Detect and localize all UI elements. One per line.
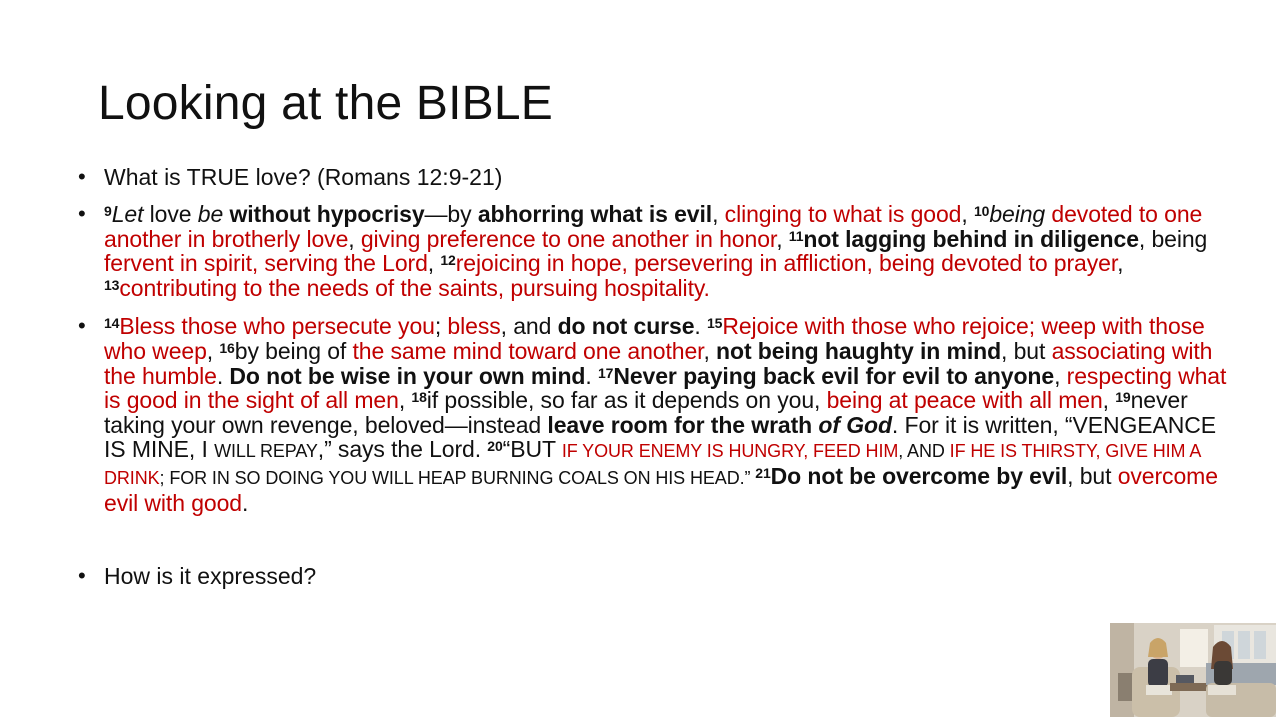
- verse-text: , but: [1001, 337, 1052, 364]
- verse-text-red-caps: IF YOUR ENEMY IS HUNGRY, FEED HIM: [561, 441, 899, 462]
- bullet-verses-14-21: [78, 314, 1238, 515]
- verse-text: being: [989, 201, 1046, 227]
- verse-text: .: [694, 313, 707, 340]
- verse-number: 19: [1115, 389, 1131, 406]
- verse-text: ,: [712, 201, 725, 227]
- verse-text: —by: [424, 201, 478, 227]
- verse-text-red: being at peace with all men: [826, 387, 1103, 414]
- verse-text-caps: WILL REPAY: [214, 441, 318, 462]
- verse-text: “BUT: [502, 436, 562, 463]
- verse-text: , and: [500, 313, 558, 340]
- verse-text-bold: do not curse: [557, 313, 695, 340]
- verse-text-red: rejoicing in hope, persevering in affliction, being devoted to prayer: [455, 250, 1118, 277]
- verse-text: .: [585, 362, 598, 389]
- verse-text: Let: [111, 201, 144, 227]
- verse-text-bold: not being haughty in mind: [716, 337, 1002, 364]
- slide-title: Looking at the BIBLE: [98, 77, 553, 130]
- verse-text: ,: [703, 337, 717, 364]
- verse-text-red: bless: [447, 313, 501, 340]
- verse-number: 16: [219, 339, 235, 356]
- verse-number: 12: [440, 252, 456, 269]
- verse-text-red: respecting what is good in the sight of all men: [104, 362, 1227, 414]
- verse-text: ,” says the Lord.: [317, 436, 488, 463]
- bullet-list: [78, 162, 1238, 591]
- verse-text-red: devoted to one another in brotherly love: [104, 201, 1203, 252]
- verse-text-red: clinging to what is good: [724, 201, 962, 227]
- verse-text: ,: [776, 225, 789, 252]
- bullet-question-expressed: • How is it expressed?: [78, 561, 1238, 591]
- verse-text: ,: [961, 201, 974, 227]
- verse-text: ,: [206, 337, 220, 364]
- verse-text-bold: not lagging behind in diligence: [803, 225, 1139, 252]
- presenter-video-thumbnail[interactable]: [1110, 623, 1276, 717]
- verse-text-bold: Do not be overcome by evil: [770, 462, 1068, 489]
- verse-text: ,: [348, 225, 361, 252]
- verse-text: ,: [427, 250, 441, 277]
- verse-text: never taking your own revenge, beloved—instead: [104, 387, 1188, 438]
- verse-number: 18: [411, 389, 427, 406]
- verse-text: ,: [1102, 387, 1116, 414]
- video-scene-icon: [1110, 623, 1276, 717]
- verse-text-red: the same mind toward one another: [352, 337, 704, 364]
- verse-number: 9: [104, 203, 112, 219]
- verse-text-bold: Do not be wise in your own mind: [229, 362, 586, 389]
- verse-number: 17: [597, 364, 614, 381]
- verse-text-bold: abhorring what is evil: [477, 201, 713, 227]
- verse-text: , being: [1138, 225, 1208, 252]
- verse-text-bold: Never paying back evil for evil to anyone: [613, 362, 1055, 389]
- verse-text-red: overcome evil with good: [104, 462, 1218, 516]
- verse-number: 13: [104, 276, 120, 293]
- verse-text-red: fervent in spirit, serving the Lord: [104, 250, 428, 277]
- verse-text: by being of: [234, 337, 353, 364]
- bullet-question-true-love: • What is TRUE love? (Romans 12:9-21): [78, 162, 1238, 192]
- verse-text-caps: VENGEANCE IS MINE, I: [104, 411, 1216, 463]
- verse-text-red: associating with the humble: [104, 337, 1213, 389]
- verse-number: 11: [788, 227, 804, 244]
- verse-number: 10: [973, 203, 990, 219]
- verse-number: 21: [755, 464, 771, 481]
- bullet-verses-9-13: [78, 202, 1238, 300]
- verse-number: 14: [104, 315, 120, 332]
- verse-text: ;: [434, 313, 448, 340]
- verse-text: .: [216, 362, 230, 389]
- verse-number: 20: [487, 438, 503, 455]
- verse-text-bold: of God: [818, 411, 892, 438]
- verse-text-bold: leave room for the wrath: [547, 411, 819, 438]
- verse-text: ,: [398, 387, 412, 414]
- verse-text-red: Rejoice with those who rejoice; weep with those who weep: [104, 313, 1205, 364]
- verse-text-red-caps: IF HE IS THIRSTY, GIVE HIM A DRINK: [104, 441, 1201, 488]
- verse-text: if possible, so far as it depends on you,: [426, 387, 827, 414]
- verse-text-bold: without hypocrisy: [229, 201, 425, 227]
- verse-number: 15: [706, 315, 723, 332]
- verse-text-red: contributing to the needs of the saints, pursuing hospitality.: [119, 274, 710, 301]
- verse-text-red: Bless those who persecute you: [119, 313, 435, 340]
- verse-text: . For it is written, “: [891, 411, 1073, 438]
- verse-text: love: [143, 201, 198, 227]
- verse-text-red: giving preference to one another in honor: [360, 225, 777, 252]
- verse-text: be: [197, 201, 224, 227]
- verse-text: ,: [1054, 362, 1067, 389]
- verse-text-caps: , AND: [898, 441, 950, 462]
- verse-text: .: [241, 489, 249, 516]
- verse-text: ,: [1117, 250, 1124, 277]
- verse-text-caps: ; FOR IN SO DOING YOU WILL HEAP BURNING COALS ON HIS HEAD.”: [159, 467, 756, 488]
- verse-text: , but: [1067, 462, 1118, 489]
